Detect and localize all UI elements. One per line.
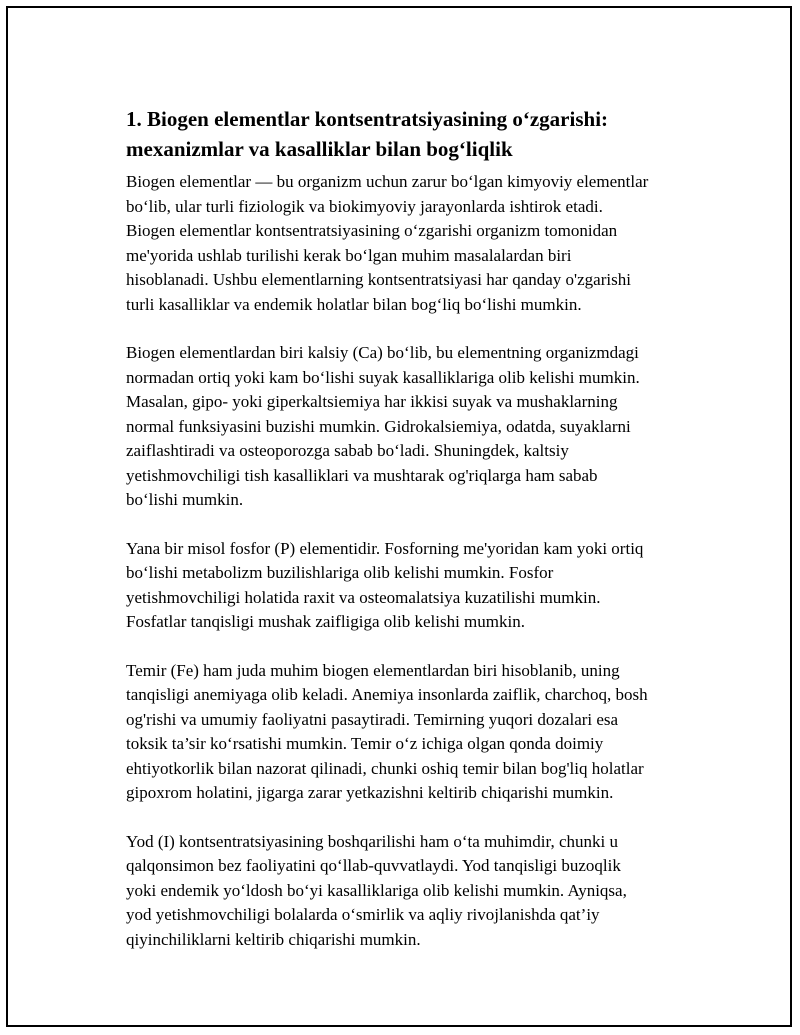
text-line: yetishmovchiligi holatida raxit va osteomalatsiya kuzatilishi mumkin. xyxy=(126,587,601,607)
text-line: ehtiyotkorlik bilan nazorat qilinadi, chunki oshiq temir bilan bog'liq holatlar xyxy=(126,758,644,778)
text-line: qiyinchiliklarni keltirib chiqarishi mumkin. xyxy=(126,929,421,949)
text-line: Fosfatlar tanqisligi mushak zaifligiga olib kelishi mumkin. xyxy=(126,612,525,631)
text-line: zaiflashtiradi va osteoporozga sabab bo‘ladi. Shuningdek, kaltsiy xyxy=(126,441,569,460)
text-line: Temir (Fe) ham juda muhim biogen elementlardan biri hisoblanib, uning xyxy=(126,660,620,680)
text-line: me'yorida ushlab turilishi kerak bo‘lgan muhim masalalardan biri xyxy=(126,245,572,265)
paragraph-calcium xyxy=(126,341,696,513)
text-line: turli kasalliklar va endemik holatlar bilan bog‘liq bo‘lishi mumkin. xyxy=(126,294,582,314)
text-line: Biogen elementlar — bu organizm uchun zarur bo‘lgan kimyoviy elementlar xyxy=(126,172,649,191)
section-heading xyxy=(126,104,696,164)
text-line: normadan ortiq yoki kam bo‘lishi suyak kasalliklariga olib kelishi mumkin. xyxy=(126,367,640,387)
text-line: Yod (I) kontsentratsiyasining boshqarilishi ham o‘ta muhimdir, chunki u xyxy=(126,831,618,851)
text-line: bo‘lishi metabolizm buzilishlariga olib kelishi mumkin. Fosfor xyxy=(126,563,554,582)
heading-line: 1. Biogen elementlar kontsentratsiyasining o‘zgarishi: xyxy=(126,107,609,131)
text-line: bo‘lishi mumkin. xyxy=(126,490,244,509)
heading-line: mexanizmlar va kasalliklar bilan bog‘liqlik xyxy=(126,137,513,161)
text-line: yetishmovchiligi tish kasalliklari va mushtarak og'riqlarga ham sabab xyxy=(126,465,598,485)
text-line: Masalan, gipo- yoki giperkaltsiemiya har ikkisi suyak va mushaklarning xyxy=(126,392,618,411)
text-line: yod yetishmovchiligi bolalarda o‘smirlik va aqliy rivojlanishda qat’iy xyxy=(126,905,600,924)
document-body xyxy=(126,104,696,976)
text-line: hisoblanadi. Ushbu elementlarning kontsentratsiyasi har qanday o'zgarishi xyxy=(126,270,631,289)
paragraph-definition xyxy=(126,170,696,317)
text-line: toksik ta’sir ko‘rsatishi mumkin. Temir o‘z ichiga olgan qonda doimiy xyxy=(126,734,604,753)
text-line: bo‘lib, ular turli fiziologik va biokimyoviy jarayonlarda ishtirok etadi. xyxy=(126,196,603,216)
text-line: normal funksiyasini buzishi mumkin. Gidrokalsiemiya, odatda, suyaklarni xyxy=(126,416,631,436)
text-line: gipoxrom holatini, jigarga zarar yetkazishni keltirib chiqarishi mumkin. xyxy=(126,783,614,802)
text-line: Biogen elementlardan biri kalsiy (Ca) bo‘lib, bu elementning organizmdagi xyxy=(126,343,639,362)
text-line: Yana bir misol fosfor (P) elementidir. Fosforning me'yoridan kam yoki ortiq xyxy=(126,538,644,558)
paragraph-iron xyxy=(126,659,696,806)
text-line: og'rishi va umumiy faoliyatni pasaytiradi. Temirning yuqori dozalari esa xyxy=(126,709,619,729)
text-line: tanqisligi anemiyaga olib keladi. Anemiya insonlarda zaiflik, charchoq, bosh xyxy=(126,685,648,704)
text-line: yoki endemik yo‘ldosh bo‘yi kasalliklariga olib kelishi mumkin. Ayniqsa, xyxy=(126,880,627,900)
text-line: qalqonsimon bez faoliyatini qo‘llab-quvvatlaydi. Yod tanqisligi buzoqlik xyxy=(126,856,621,875)
paragraph-iodine xyxy=(126,830,696,953)
page-frame xyxy=(6,6,792,1027)
paragraph-phosphorus xyxy=(126,537,696,635)
text-line: Biogen elementlar kontsentratsiyasining o‘zgarishi organizm tomonidan xyxy=(126,221,618,240)
